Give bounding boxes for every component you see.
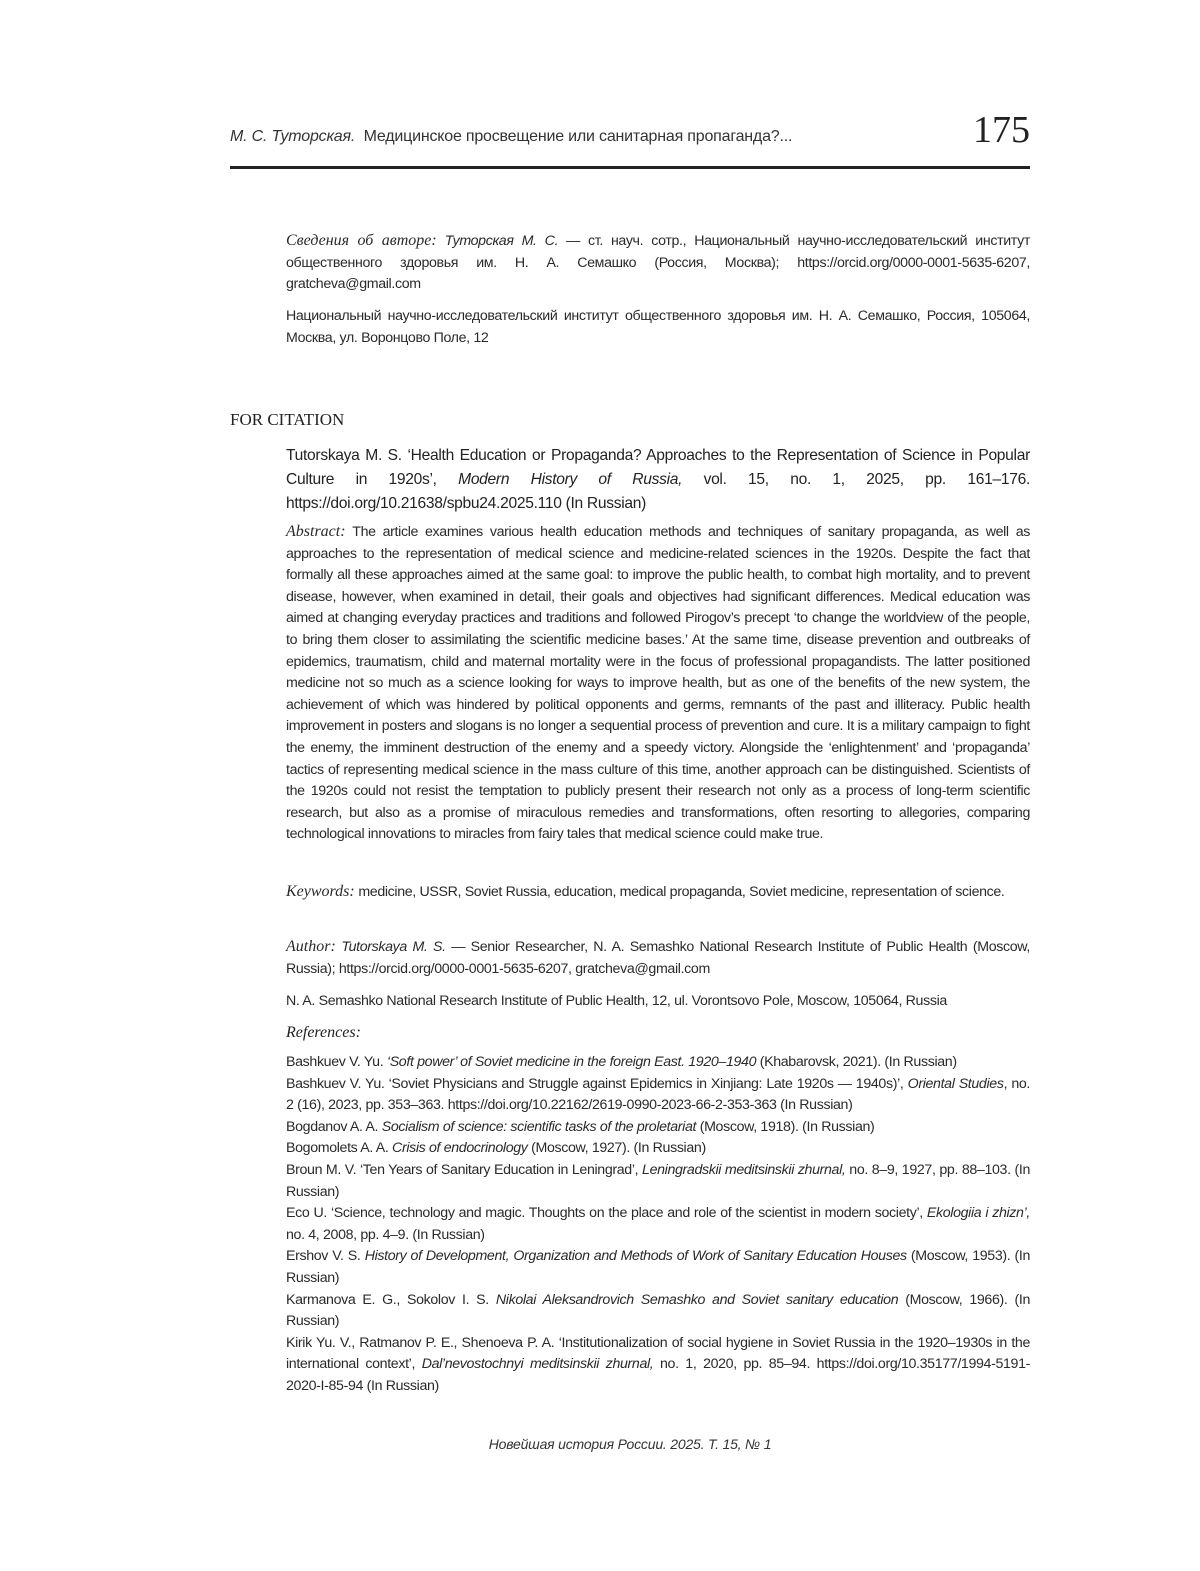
ref-details: no. 8–9, 1927, pp. 88–103. (In Russian): [286, 1161, 1030, 1200]
references-list: [286, 1052, 1030, 1398]
running-article-title: Медицинское просвещение или санитарная пропаганда?...: [363, 128, 793, 145]
reference-item: [286, 1138, 1030, 1160]
author-info-ru-label: Сведения об авторе:: [286, 232, 437, 249]
reference-item: [286, 1074, 1030, 1117]
author-info-en-label: Author:: [286, 938, 336, 955]
author-name-ru: Туторская М. С.: [444, 233, 559, 249]
author-info-ru-text: — ст. науч. сотр., Национальный научно-исследовательский институт общественного здоровья им. Н. А. Семашко (Россия, Москва); https://orcid.org/0000-0001-5635-6207, gratcheva@gmail.com: [286, 233, 1030, 293]
references-label: References:: [286, 1024, 361, 1041]
ref-title: Ekologiia i zhizn’,: [926, 1205, 1030, 1222]
ref-text: Ershov V. S.: [286, 1248, 365, 1265]
ref-text: Bashkuev V. Yu.: [286, 1054, 387, 1070]
reference-item: [286, 1246, 1030, 1289]
author-info-en: [286, 936, 1030, 980]
ref-title: Nikolai Aleksandrovich Semashko and Soviet sanitary education: [495, 1291, 899, 1308]
author-name-en: Tutorskaya M. S.: [341, 939, 446, 955]
ref-details: (Moscow, 1918). (In Russian): [696, 1118, 875, 1135]
affiliation-en: N. A. Semashko National Research Institute of Public Health, 12, ul. Vorontsovo Pole, Moscow, 105064, Russia: [286, 993, 947, 1009]
ref-title: History of Development, Organization and Methods of Work of Sanitary Education Houses: [364, 1248, 907, 1265]
ref-details: (Moscow, 1927). (In Russian): [527, 1140, 706, 1157]
reference-item: [286, 1203, 1030, 1246]
reference-item: [286, 1117, 1030, 1139]
ref-details: no. 1, 2020, pp. 85–94. https://doi.org/10.35177/1994-5191-2020-I-85-94 (In Russian): [286, 1356, 1030, 1394]
reference-item: [286, 1160, 1030, 1203]
for-citation-heading: FOR CITATION: [230, 410, 345, 429]
abstract: [286, 521, 1030, 846]
header-rule: [230, 166, 1030, 169]
ref-details: (Moscow, 1966). (In Russian): [286, 1291, 1030, 1330]
citation-details: vol. 15, no. 1, 2025, pp. 161–176. https://doi.org/10.21638/spbu24.2025.110 (In Russian): [286, 471, 1030, 512]
affiliation-ru: Национальный научно-исследовательский институт общественного здоровья им. Н. А. Семашко, Россия, 105064, Москва, ул. Воронцово Поле, 12: [286, 308, 1030, 346]
keywords-text: medicine, USSR, Soviet Russia, education, medical propaganda, Soviet medicine, representation of science.: [354, 884, 1005, 900]
author-info-ru: [286, 230, 1030, 296]
ref-title: Socialism of science: scientific tasks of the proletariat: [381, 1118, 697, 1135]
ref-details: , no. 2 (16), 2023, pp. 353–363. https://doi.org/10.22162/2619-0990-2023-66-2-353-363 (In Russian): [286, 1075, 1030, 1114]
ref-title: Oriental Studies: [907, 1075, 1004, 1092]
reference-item: [286, 1290, 1030, 1333]
ref-text: Karmanova E. G., Sokolov I. S.: [286, 1291, 496, 1308]
ref-text: Broun M. V. ‘Ten Years of Sanitary Education in Leningrad’,: [286, 1161, 643, 1178]
running-title: [230, 128, 792, 146]
page-number: 175: [973, 109, 1030, 151]
reference-item: [286, 1052, 1030, 1074]
journal-footer: Новейшая история России. 2025. Т. 15, № 1: [488, 1436, 772, 1452]
ref-details: (Khabarovsk, 2021). (In Russian): [756, 1054, 957, 1070]
ref-text: Bashkuev V. Yu. ‘Soviet Physicians and Struggle against Epidemics in Xinjiang: Late 1920s — 1940s)’,: [286, 1075, 908, 1092]
running-header: [230, 108, 1030, 152]
reference-item: [286, 1333, 1030, 1398]
ref-title: ‘Soft power’ of Soviet medicine in the foreign East. 1920–1940: [386, 1054, 757, 1070]
ref-text: Eco U. ‘Science, technology and magic. Thoughts on the place and role of the scientist in modern society’,: [286, 1205, 927, 1222]
ref-title: Dal’nevostochnyi meditsinskii zhurnal,: [421, 1356, 654, 1373]
ref-details: no. 4, 2008, pp. 4–9. (In Russian): [286, 1226, 485, 1243]
ref-title: Crisis of endocrinology: [392, 1140, 528, 1157]
keywords-label: Keywords:: [286, 883, 355, 900]
citation-journal: Modern History of Russia,: [458, 471, 683, 488]
abstract-label: Abstract:: [286, 523, 346, 540]
author-info-en-text: — Senior Researcher, N. A. Semashko National Research Institute of Public Health (Moscow, Russia); https://orcid.org/0000-0001-5635-6207, gratcheva@gmail.com: [286, 939, 1030, 977]
ref-title: Leningradskii meditsinskii zhurnal,: [642, 1161, 846, 1178]
ref-details: (Moscow, 1953). (In Russian): [286, 1248, 1030, 1286]
ref-text: Bogdanov A. A.: [286, 1118, 382, 1135]
running-author: М. С. Туторская.: [230, 128, 356, 145]
keywords: [286, 881, 1030, 904]
ref-text: Kirik Yu. V., Ratmanov P. E., Shenoeva P. A. ‘Institutionalization of social hygiene in Soviet Russia in the 1920–1930s in the international context’,: [286, 1334, 1030, 1373]
citation: [286, 444, 1030, 516]
ref-text: Bogomolets A. A.: [286, 1140, 393, 1157]
citation-text: Tutorskaya M. S. ‘Health Education or Propaganda? Approaches to the Representation of Science in Popular Culture in 1920s’,: [286, 447, 1030, 488]
abstract-text: The article examines various health education methods and techniques of sanitary propaganda, as well as approaches to the representation of medical science and medicine-related sciences in the 1920s. Despite the fact that formally all these approaches aimed at the same goal: to improve the public health, to combat high mortality, and to prevent disease, however, when examined in detail, their goals and objectives had significant differences. Medical education was aimed at changing everyday practices and traditions and followed Pirogov’s precept ‘to change the worldview of the people, to bring them closer to assimilating the scientific medicine bases.’ At the same time, disease prevention and outbreaks of epidemics, traumatism, child and maternal mortality were in the focus of professional propagandists. The latter positioned medicine not so much as a science looking for ways to improve health, but as one of the benefits of the new system, the achievement of which was hindered by political opponents and germs, remnants of the past and illiteracy. Public health improvement in posters and slogans is no longer a sequential process of prevention and cure. It is a military campaign to fight the enemy, the imminent destruction of the enemy and a speedy victory. Alongside the ‘enlightenment’ and ‘propaganda’ tactics of representing medical science in the mass culture of this time, another approach can be distinguished. Scientists of the 1920s could not resist the temptation to publicly present their research not only as a process of long-term scientific research, but also as a promise of miraculous remedies and transformations, often resorting to allegories, comparing technological innovations to miracles from fairy tales that medical science could make true.: [286, 524, 1030, 843]
